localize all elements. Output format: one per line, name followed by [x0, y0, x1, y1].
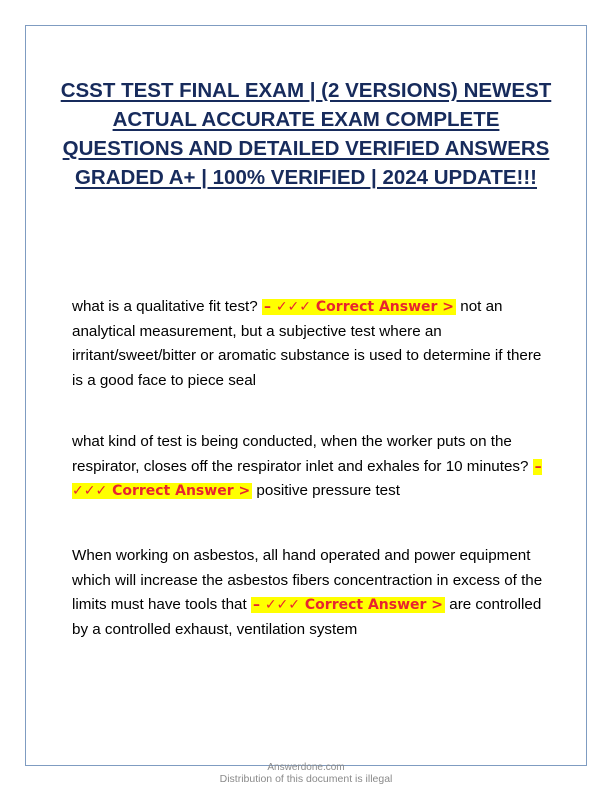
qa-item-1	[72, 295, 548, 393]
footer-notice: Distribution of this document is illegal	[219, 773, 393, 785]
qa-item-3	[72, 544, 548, 642]
document-title: CSST TEST FINAL EXAM | (2 VERSIONS) NEWEST ACTUAL ACCURATE EXAM COMPLETE QUESTIONS AND DETAILED VERIFIED ANSWERS GRADED A+ | 100% VERIFIED | 2024 UPDATE!!!	[60, 79, 552, 189]
answer-text: not an analytical measurement, but a subjective test where an irritant/sweet/bitter or aromatic substance is used to determine if there is a good face to piece seal	[72, 298, 542, 389]
question-text: what kind of test is being conducted, when the worker puts on the respirator, closes off the respirator inlet and exhales for 10 minutes?	[72, 433, 533, 475]
answer-text: positive pressure test	[252, 482, 400, 499]
qa-item-2	[72, 430, 548, 504]
question-text: When working on asbestos, all hand operated and power equipment which will increase the asbestos fibers concentraction in excess of the limits must have tools that	[72, 547, 543, 613]
question-text: what is a qualitative fit test?	[72, 298, 262, 315]
correct-answer-tag: – ✓✓✓ Correct Answer >	[263, 299, 455, 315]
answer-text: are controlled by a controlled exhaust, ventilation system	[72, 596, 542, 638]
correct-answer-tag: – ✓✓✓ Correct Answer >	[252, 597, 444, 613]
correct-answer-tag: – ✓✓✓ Correct Answer >	[72, 458, 542, 499]
footer-site: Answerdone.com	[267, 762, 345, 773]
